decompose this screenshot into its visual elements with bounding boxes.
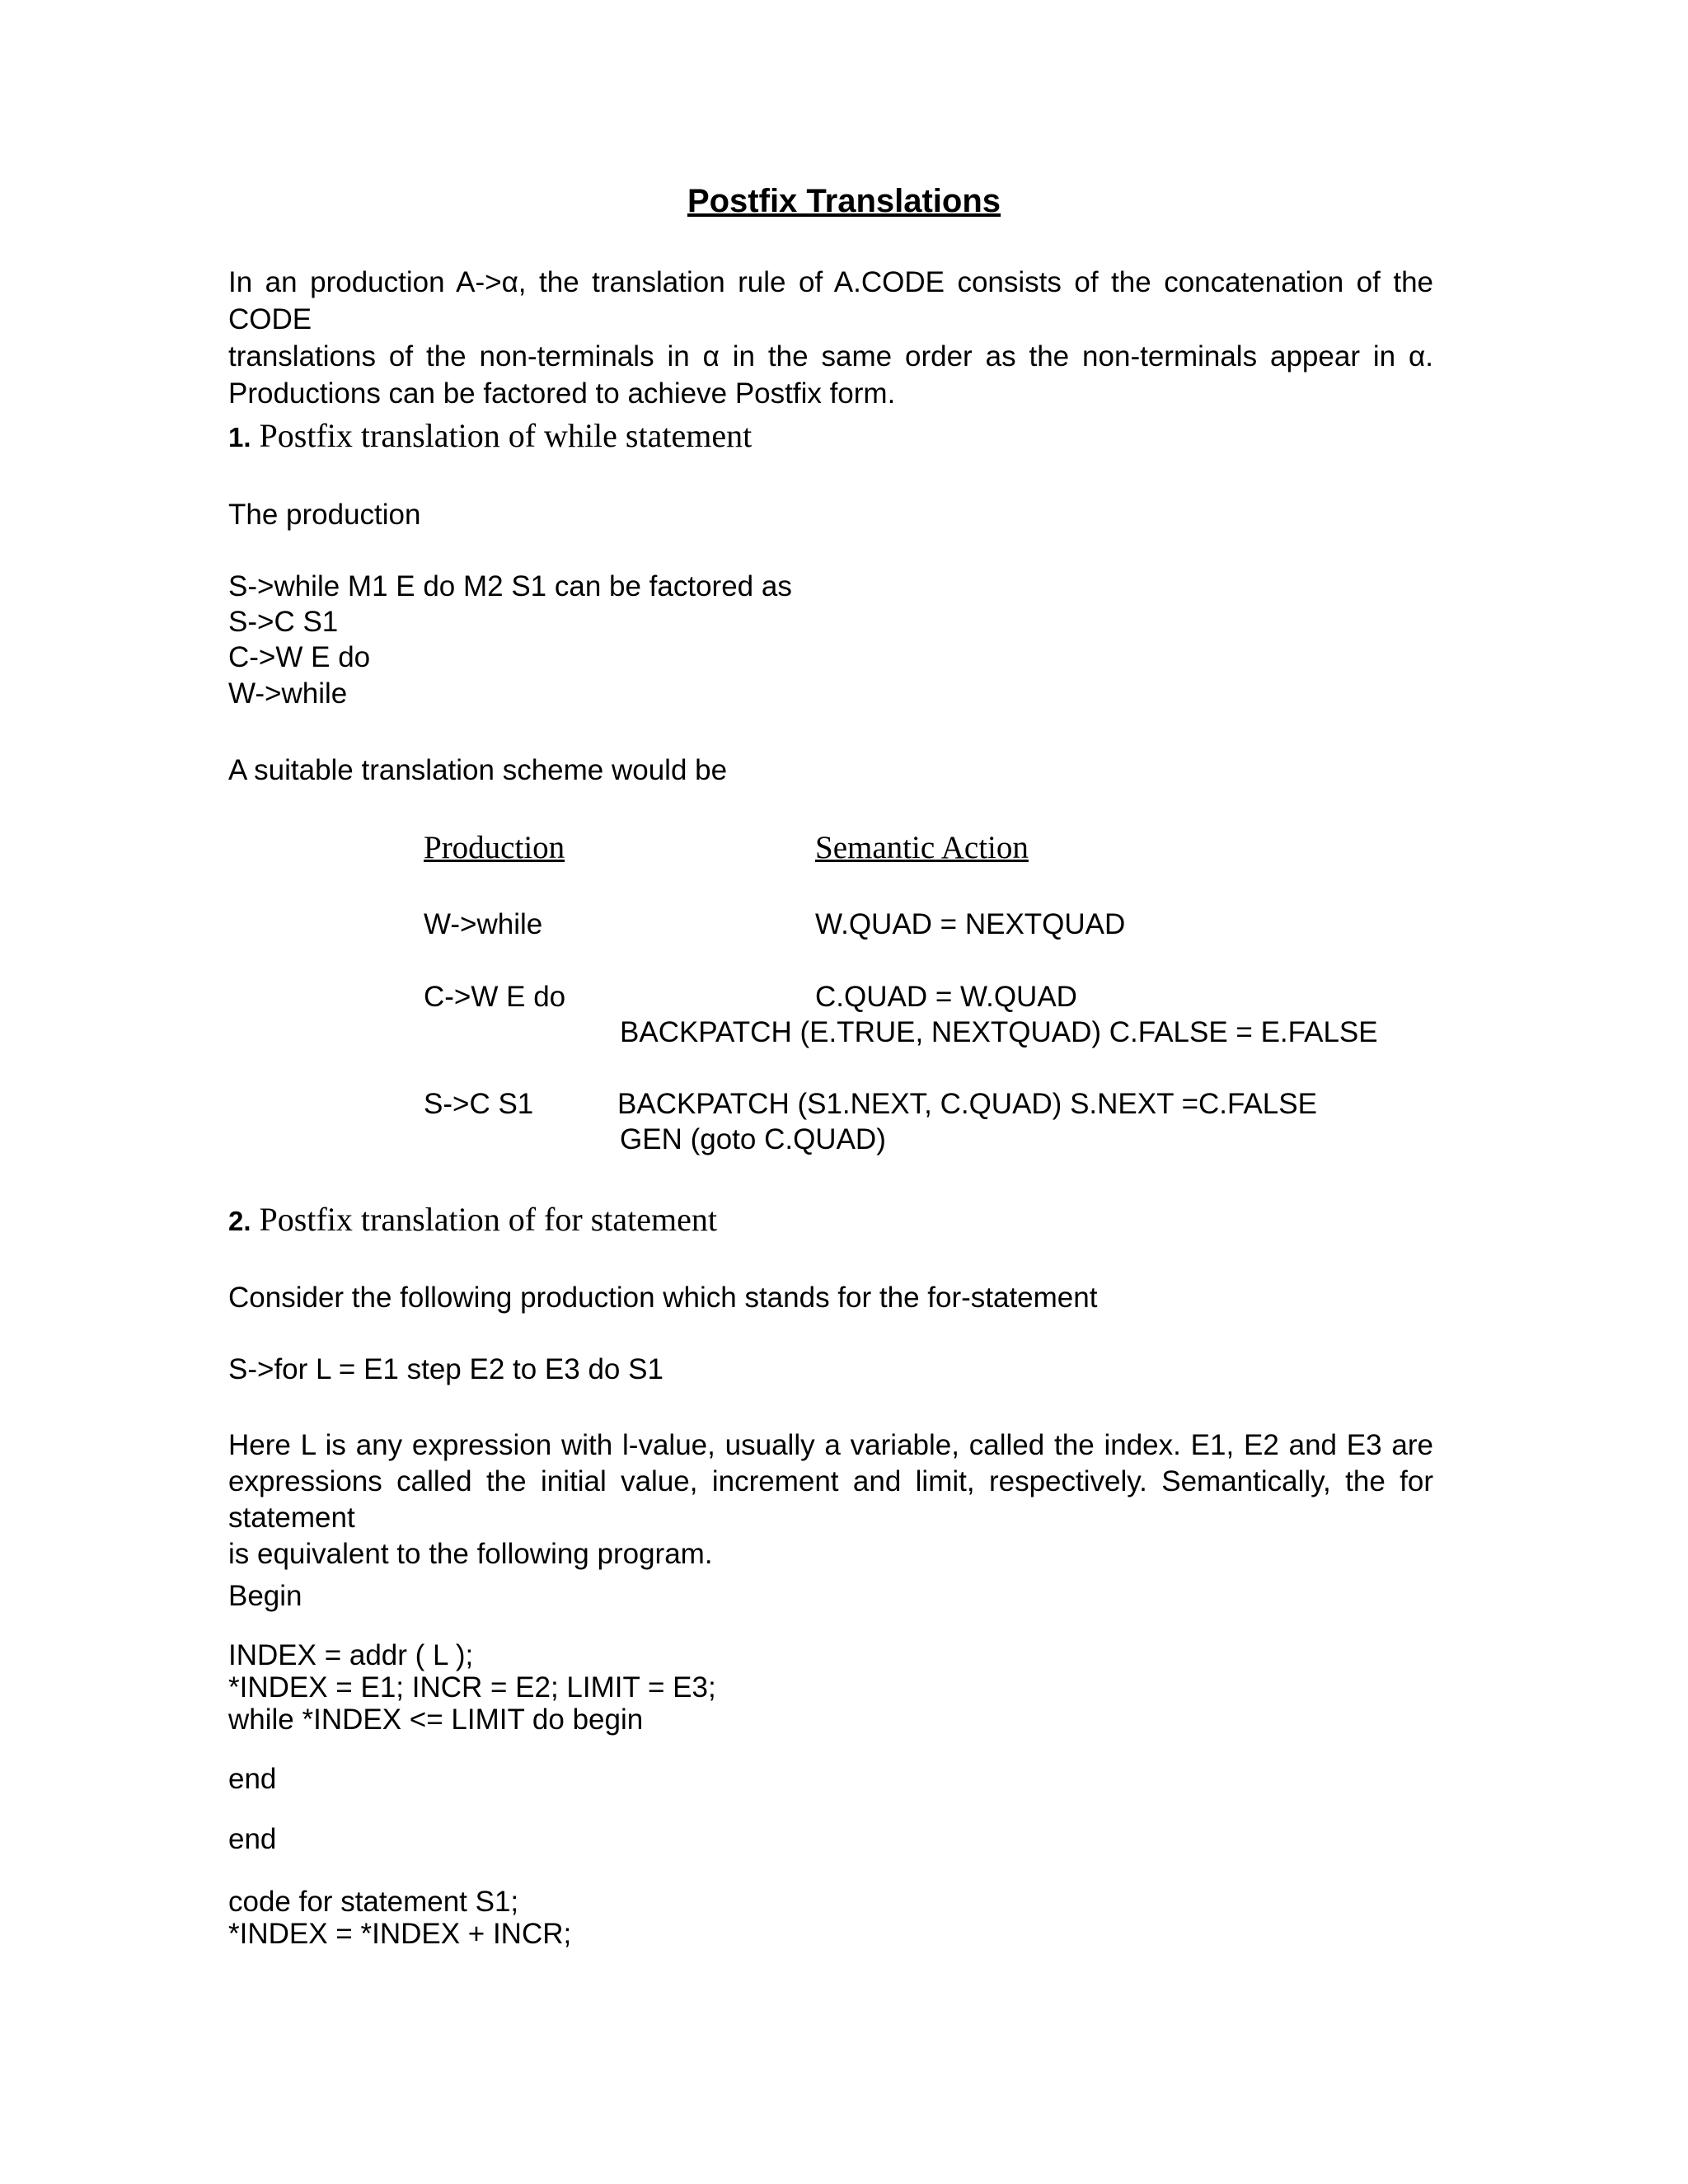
program-line: INDEX = addr ( L ); [228, 1639, 474, 1671]
program-line: *INDEX = E1; INCR = E2; LIMIT = E3; [228, 1671, 716, 1704]
program-line: code for statement S1; [228, 1886, 519, 1918]
program-line: while *INDEX <= LIMIT do begin [228, 1704, 644, 1736]
program-begin: Begin [228, 1580, 302, 1612]
factored-line: S->while M1 E do M2 S1 can be factored as [228, 570, 792, 602]
for-production: S->for L = E1 step E2 to E3 do S1 [228, 1353, 663, 1385]
program-line: *INDEX = *INDEX + INCR; [228, 1918, 572, 1950]
section-number: 1. [228, 422, 251, 452]
section-2-heading [228, 1198, 717, 1243]
paragraph-line: expressions called the initial value, increment and limit, respectively. Semantically, the for statement [228, 1465, 1433, 1534]
table-row-action: BACKPATCH (S1.NEXT, C.QUAD) S.NEXT =C.FALSE [617, 1088, 1317, 1120]
table-row-production: C->W E do [424, 981, 566, 1013]
program-end: end [228, 1823, 277, 1855]
factored-line: S->C S1 [228, 606, 339, 638]
scheme-intro-text: A suitable translation scheme would be [228, 754, 728, 786]
the-production-text: The production [228, 499, 421, 531]
section-title: Postfix translation of while statement [259, 417, 753, 454]
section-1-heading [228, 415, 752, 459]
paragraph-line: Here L is any expression with l-value, usually a variable, called the index. E1, E2 and E3 are [228, 1429, 1433, 1461]
section-number: 2. [228, 1206, 251, 1236]
factored-line: W->while [228, 677, 348, 710]
table-row-action: W.QUAD = NEXTQUAD [815, 908, 1126, 940]
table-row-action: BACKPATCH (E.TRUE, NEXTQUAD) C.FALSE = E.FALSE [620, 1016, 1378, 1048]
factored-line: C->W E do [228, 641, 371, 673]
table-row-action: C.QUAD = W.QUAD [815, 981, 1077, 1013]
intro-line: Productions can be factored to achieve Postfix form. [228, 377, 896, 410]
column-header-production: Production [424, 830, 565, 865]
page-title: Postfix Translations [687, 183, 1001, 219]
intro-line: translations of the non-terminals in α in the same order as the non-terminals appear in α. [228, 340, 1433, 373]
consider-text: Consider the following production which stands for the for-statement [228, 1282, 1098, 1314]
intro-line: In an production A->α, the translation rule of A.CODE consists of the concatenation of the CODE [228, 266, 1433, 335]
column-header-semantic-action: Semantic Action [815, 830, 1029, 865]
section-title: Postfix translation of for statement [259, 1201, 717, 1238]
for-explanation-paragraph [228, 1427, 1433, 1572]
intro-paragraph [228, 264, 1433, 412]
program-end: end [228, 1763, 277, 1795]
table-row-production: S->C S1 [424, 1088, 534, 1120]
table-row-production: W->while [424, 908, 543, 940]
paragraph-line: is equivalent to the following program. [228, 1538, 713, 1570]
table-row-action: GEN (goto C.QUAD) [620, 1123, 886, 1155]
